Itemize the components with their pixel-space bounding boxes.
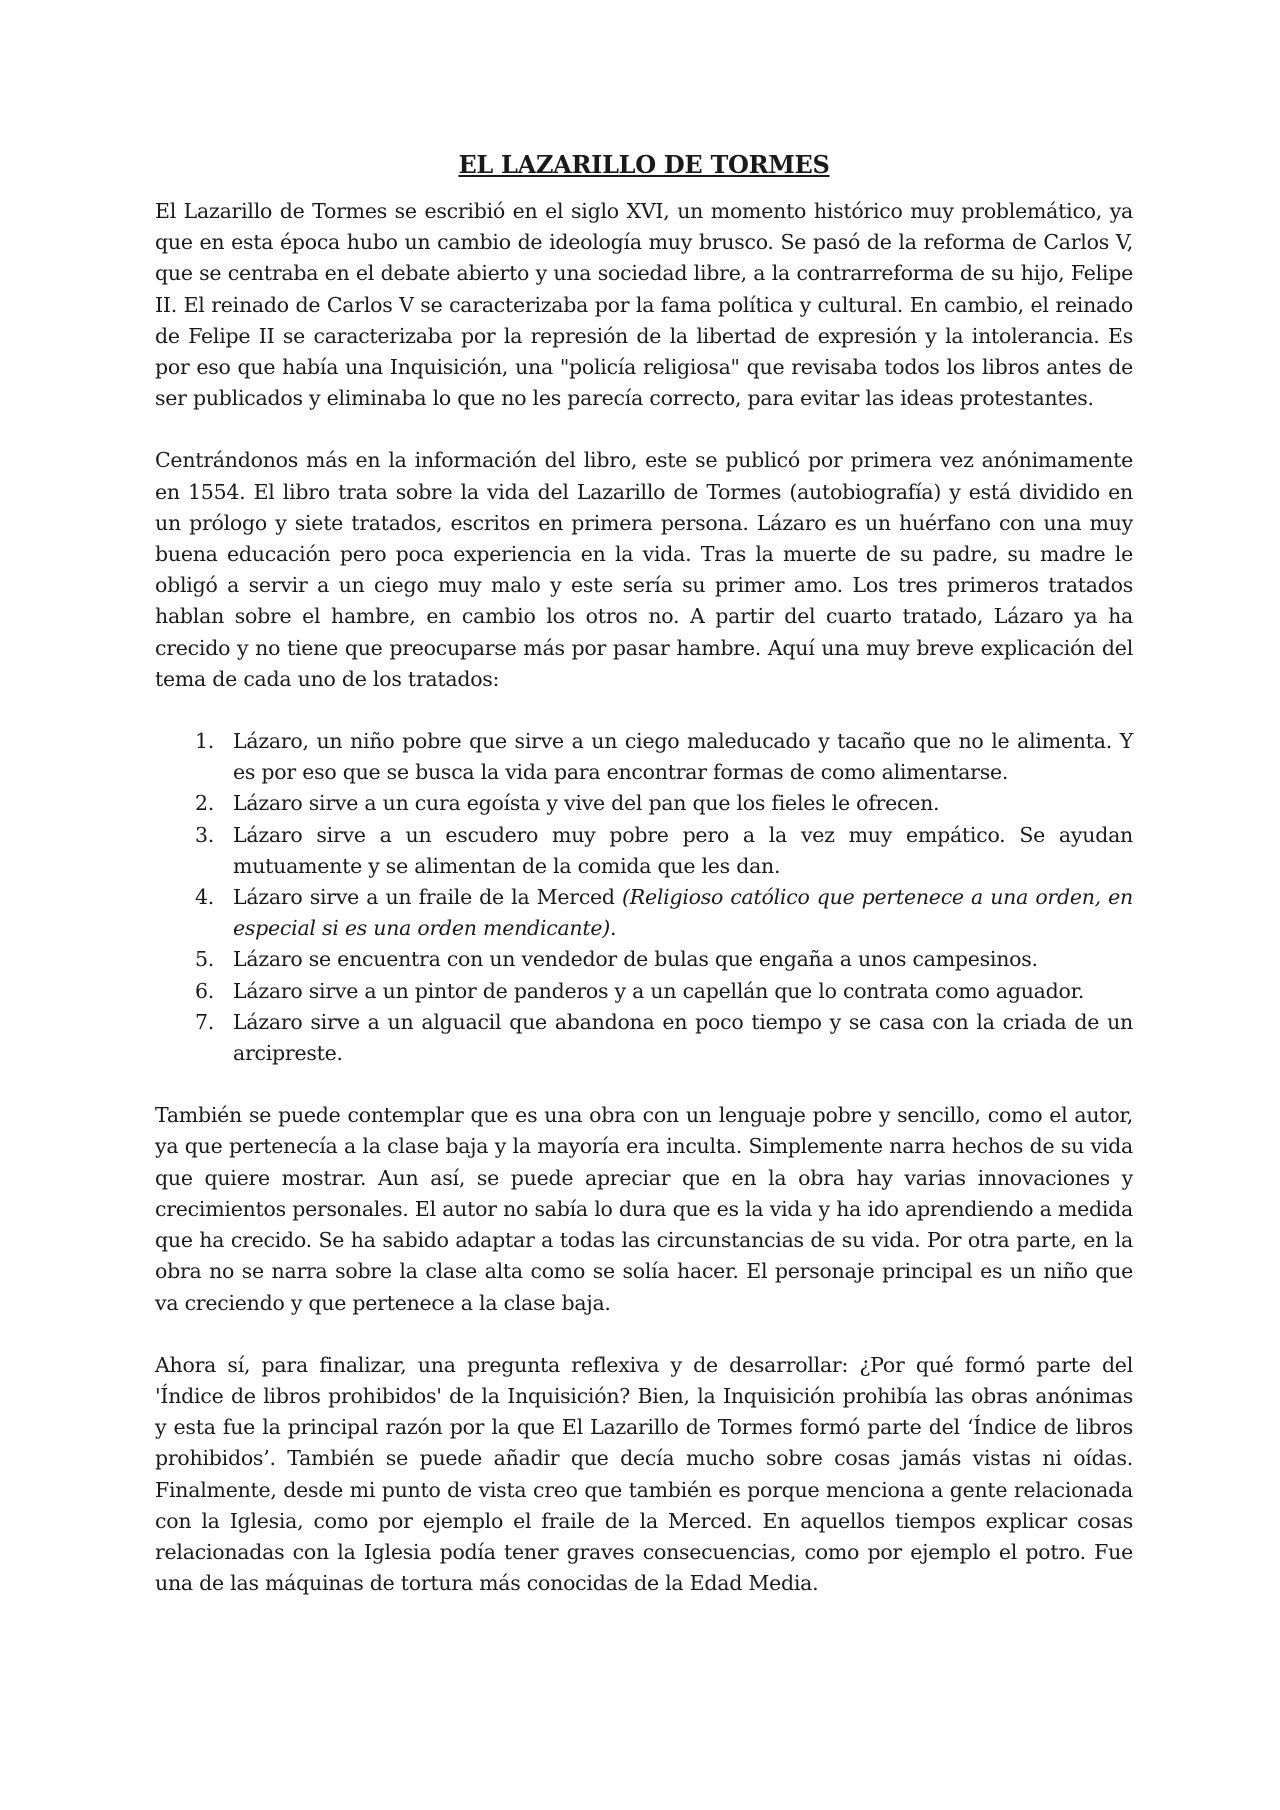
paragraph-conclusion: Ahora sí, para finalizar, una pregunta reflexiva y de desarrollar: ¿Por qué formó parte del 'Índice de libros prohibidos' de la Inquisición? Bien, la Inquisición prohibía las obras anónimas y esta fue la principal razón por la que El Lazarillo de Tormes formó parte del ‘Índice de libros prohibidos’. También se puede añadir que decía mucho sobre cosas jamás vistas ni oídas. Finalmente, desde mi punto de vista creo que también es porque menciona a gente relacionada con la Iglesia, como por ejemplo el fraile de la Merced. En aquellos tiempos explicar cosas relacionadas con la Iglesia podía tener graves consecuencias, como por ejemplo el potro. Fue una de las máquinas de tortura más conocidas de la Edad Media. (155, 1352, 1133, 1596)
document-page (155, 150, 1133, 1630)
list-item-text: Lázaro sirve a un fraile de la Merced (233, 885, 623, 910)
list-item-text: Lázaro sirve a un alguacil que abandona en poco tiempo y se casa con la criada de un arcipreste. (233, 1009, 1133, 1066)
list-item-text: Lázaro sirve a un escudero muy pobre pero a la vez muy empático. Se ayudan mutuamente y se alimentan de la comida que les dan. (233, 822, 1133, 878)
list-item-number: 6. (195, 978, 215, 1003)
paragraph-context: El Lazarillo de Tormes se escribió en el siglo XVI, un momento histórico muy problemático, ya que en esta época hubo un cambio de ideología muy brusco. Se pasó de la reforma de Carlos V, que se centraba en el debate abierto y una sociedad libre, a la contrarreforma de su hijo, Felipe II. El reinado de Carlos V se caracterizaba por la fama política y cultural. En cambio, el reinado de Felipe II se caracterizaba por la represión de la libertad de expresión y la intolerancia. Es por eso que había una Inquisición, una "policía religiosa" que revisaba todos los libros antes de ser publicados y eliminaba lo que no les parecía correcto, para evitar las ideas protestantes. (155, 199, 1133, 411)
list-item-text: Lázaro, un niño pobre que sirve a un ciego maleducado y tacaño que no le alimenta. Y es por eso que se busca la vida para encontrar formas de como alimentarse. (233, 729, 1133, 785)
paragraph-language: También se puede contemplar que es una obra con un lenguaje pobre y sencillo, como el autor, ya que pertenecía a la clase baja y la mayoría era inculta. Simplemente narra hechos de su vida que quiere mostrar. Aun así, se puede apreciar que en la obra hay varias innovaciones y crecimientos personales. El autor no sabía lo dura que es la vida y ha ido aprendiendo a medida que ha crecido. Se ha sabido adaptar a todas las circunstancias de su vida. Por otra parte, en la obra no se narra sobre la clase alta como se solía hacer. El personaje principal es un niño que va creciendo y que pertenece a la clase baja. (155, 1103, 1133, 1315)
list-item-text: Lázaro sirve a un pintor de panderos y a un capellán que lo contrata como aguador. (233, 978, 1085, 1003)
list-item (155, 820, 1133, 882)
list-item (155, 726, 1133, 788)
list-item-text: Lázaro se encuentra con un vendedor de bulas que engaña a unos campesinos. (233, 947, 1038, 972)
list-item (155, 788, 1133, 819)
list-item-number: 4. (195, 885, 215, 910)
list-item-number: 5. (195, 947, 215, 972)
tratados-list (155, 726, 1133, 1069)
list-item (155, 976, 1133, 1007)
list-item (155, 944, 1133, 975)
list-item-number: 1. (195, 729, 215, 754)
list-item-text: Lázaro sirve a un cura egoísta y vive del pan que los fieles le ofrecen. (233, 791, 940, 816)
page-title: EL LAZARILLO DE TORMES (458, 150, 830, 179)
list-item-number: 7. (195, 1009, 215, 1034)
list-item-italic-note: (Religioso católico que pertenece a una orden, en especial si es una orden mendicante) (233, 885, 1133, 941)
list-item-number: 3. (195, 822, 215, 847)
list-item (155, 882, 1133, 944)
list-item (155, 1007, 1133, 1069)
list-item-number: 2. (195, 791, 215, 816)
paragraph-book-info: Centrándonos más en la información del libro, este se publicó por primera vez anónimamente en 1554. El libro trata sobre la vida del Lazarillo de Tormes (autobiografía) y está dividido en un prólogo y siete tratados, escritos en primera persona. Lázaro es un huérfano con una muy buena educación pero poca experiencia en la vida. Tras la muerte de su padre, su madre le obligó a servir a un ciego muy malo y este sería su primer amo. Los tres primeros tratados hablan sobre el hambre, en cambio los otros no. A partir del cuarto tratado, Lázaro ya ha crecido y no tiene que preocuparse más por pasar hambre. Aquí una muy breve explicación del tema de cada uno de los tratados: (155, 448, 1133, 691)
list-item-text-end: . (610, 916, 617, 941)
